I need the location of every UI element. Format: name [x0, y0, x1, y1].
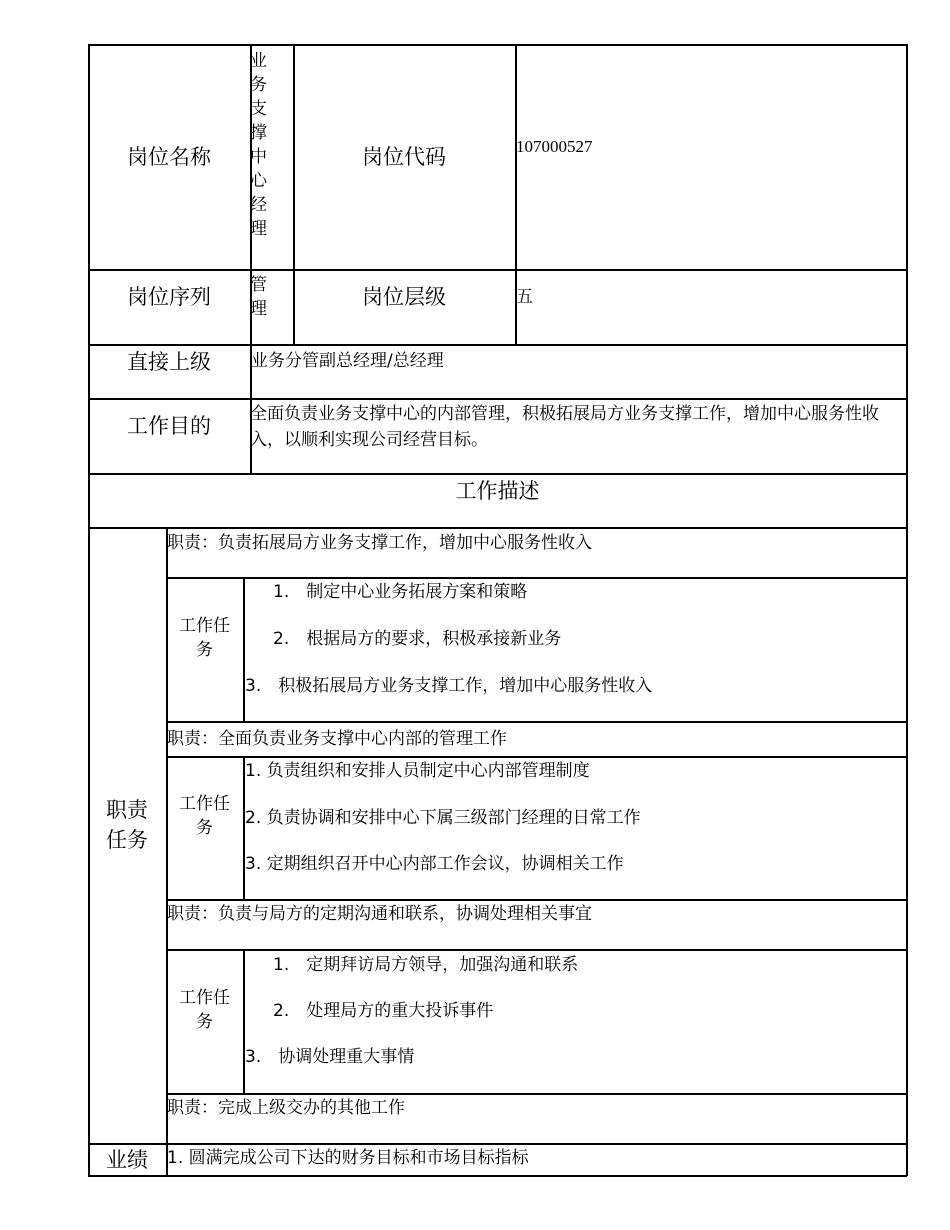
task-1-1: 1. 制定中心业务拓展方案和策略	[273, 582, 528, 602]
task-3-1: 1. 定期拜访局方领导，加强沟通和联系	[273, 955, 579, 975]
post-name-value: 业务支撑中心经理	[250, 51, 267, 239]
post-level-label: 岗位层级	[362, 284, 446, 309]
purpose-value: 全面负责业务支撑中心的内部管理，积极拓展局方业务支撑工作，增加中心服务性收入，以顺利实现公司经营目标。	[250, 404, 879, 450]
post-series-label: 岗位序列	[127, 284, 211, 309]
post-code-value: 107000527	[516, 137, 593, 156]
purpose-label: 工作目的	[127, 414, 211, 438]
duty-3: 职责：负责与局方的定期沟通和联系，协调处理相关事宜	[167, 904, 592, 924]
task-1-2: 2. 根据局方的要求，积极承接新业务	[273, 629, 562, 649]
post-series-value: 管理	[250, 275, 267, 319]
post-code-label: 岗位代码	[362, 144, 446, 169]
duty-4: 职责：完成上级交办的其他工作	[167, 1098, 405, 1118]
post-name-label: 岗位名称	[127, 144, 211, 169]
duty-2: 职责：全面负责业务支撑中心内部的管理工作	[167, 729, 507, 749]
task-2-1: 1. 负责组织和安排人员制定中心内部管理制度	[245, 761, 590, 781]
performance-item-1: 1. 圆满完成公司下达的财务目标和市场目标指标	[167, 1148, 529, 1168]
section-title: 工作描述	[455, 479, 540, 503]
superior-value: 业务分管副总经理/总经理	[251, 351, 444, 371]
task-label-3: 工作任务	[179, 988, 230, 1032]
superior-label: 直接上级	[127, 350, 211, 374]
performance-label: 业绩	[106, 1148, 148, 1172]
task-3-2: 2. 处理局方的重大投诉事件	[273, 1001, 494, 1021]
task-label-2: 工作任务	[179, 794, 230, 838]
task-2-2: 2. 负责协调和安排中心下属三级部门经理的日常工作	[245, 808, 641, 828]
post-level-value: 五	[516, 287, 533, 307]
duty-1: 职责：负责拓展局方业务支撑工作，增加中心服务性收入	[167, 533, 592, 553]
task-1-3: 3. 积极拓展局方业务支撑工作，增加中心服务性收入	[245, 676, 653, 696]
task-3-3: 3. 协调处理重大事情	[245, 1047, 415, 1067]
task-2-3: 3. 定期组织召开中心内部工作会议，协调相关工作	[245, 854, 624, 874]
duties-side-label: 职责任务	[106, 798, 148, 852]
task-label-1: 工作任务	[179, 616, 230, 660]
